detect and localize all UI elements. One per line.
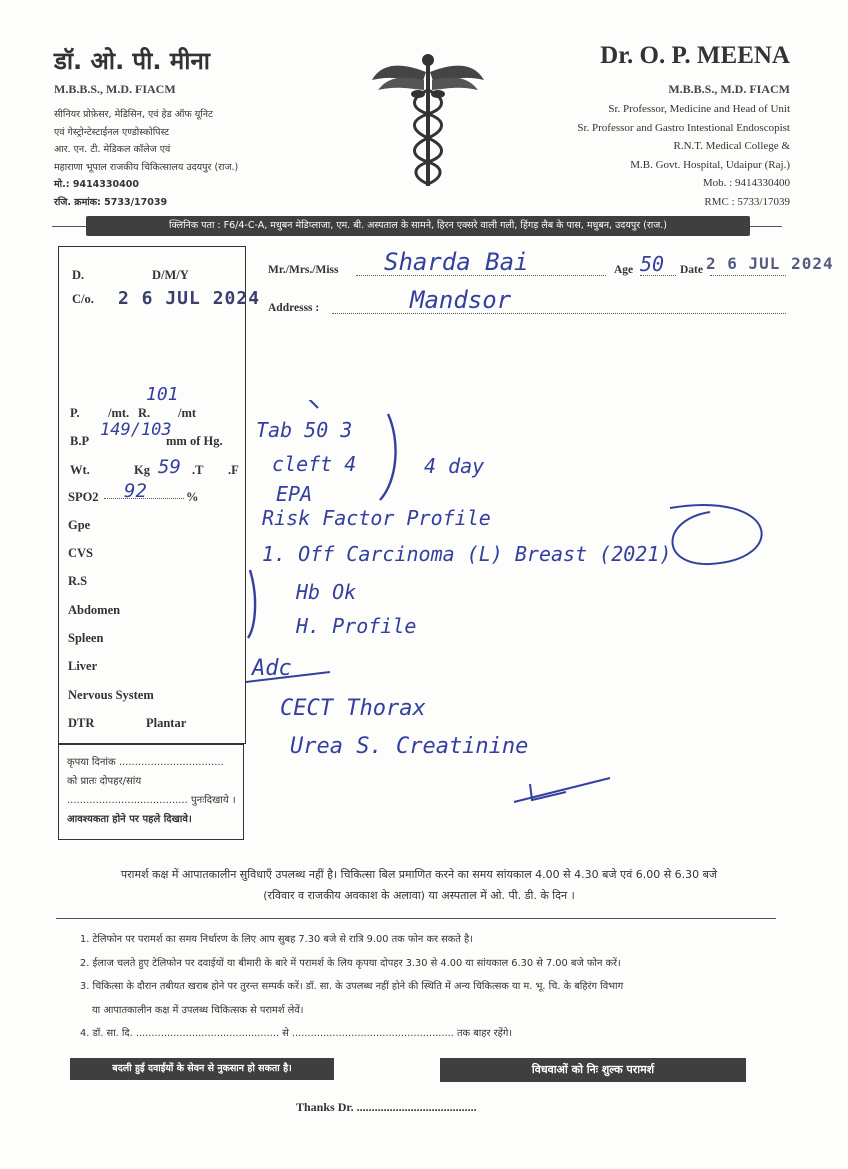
system-nervous: Nervous System — [68, 688, 154, 702]
date-dots — [710, 275, 786, 276]
wt-value: 59 — [158, 456, 181, 478]
rx-line: Hb Ok — [296, 580, 357, 604]
notice-rule — [56, 918, 776, 919]
address-label: Addresss : — [268, 302, 320, 314]
english-credentials — [577, 100, 790, 211]
english-line: M.B. Govt. Hospital, Udaipur (Raj.) — [630, 158, 790, 171]
hindi-line: रजि. क्रमांक: 5733/17039 — [54, 196, 168, 208]
hindi-line: मो.: 9414330400 — [54, 179, 139, 190]
address-value: Mandsor — [410, 286, 512, 314]
patient-name-label: Mr./Mrs./Miss — [268, 264, 339, 276]
age-label: Age — [614, 264, 634, 276]
f-label: .F — [228, 463, 239, 477]
p-unit: /mt. — [108, 406, 130, 420]
emergency-line: परामर्श कक्ष में आपातकालीन सुविधाएँ उपलब्ध नहीं है। चिकित्सा बिल प्रमाणित करने का समय सांयकाल 4.00 से 4.30 बजे एवं 6.00 से 6.30 बजे — [120, 868, 718, 881]
followup-line: आवश्यकता होने पर पहले दिखावे। — [67, 814, 192, 825]
instruction-item: 2. ईलाज चलते हुए टेलिफोन पर दवाईयों या बीमारी के बारे में परामर्श के लिय कृपया दोपहर 3.30 से 4.00 या सांयकाल 6.30 से 7.00 बजे फोन करें। — [80, 957, 621, 969]
hindi-line: आर. एन. टी. मेडिकल कॉलेज एवं — [54, 144, 171, 155]
system-cvs: CVS — [68, 546, 94, 560]
followup-line: ...................................... पुनःदिखाये । — [67, 795, 236, 806]
spo2-label: SPO2 — [68, 490, 99, 504]
bp-value: 149/103 — [100, 420, 172, 440]
instruction-item: 1. टेलिफोन पर परामर्श का समय निर्धारण के लिए आप सुबह 7.30 बजे से रात्रि 9.00 तक फोन कर सकते है। — [80, 934, 473, 945]
date-stamp-left: 2 6 JUL 2024 — [118, 288, 261, 309]
bp-label: B.P — [70, 434, 90, 448]
system-abdomen: Abdomen — [68, 603, 121, 617]
degree-left: M.B.B.S., M.D. FIACM — [54, 82, 176, 96]
handwriting-strokes — [240, 400, 800, 810]
thanks-line: Thanks Dr. ........................................ — [296, 1100, 477, 1114]
hindi-line: सीनियर प्रोफ़ेसर, मेडिसिन, एवं हेड ऑफ यूनिट — [54, 109, 213, 120]
english-line: R.N.T. Medical College & — [673, 140, 790, 152]
p-label: P. — [70, 406, 80, 420]
wt-unit: Kg — [134, 463, 150, 477]
spo2-value: 92 — [124, 480, 147, 502]
instruction-item: 3. चिकित्सा के दौरान तबीयत खराब होने पर तुरन्त सम्पर्क करें। डॉ. सा. के उपलब्ध नहीं होने की स्थिति में अन्य चिकित्सक या म. भू. चि. के बहिरंग विभाग — [80, 981, 624, 992]
system-liver: Liver — [68, 659, 98, 673]
dtr-label: DTR — [68, 716, 95, 730]
t-label: .T — [192, 463, 204, 477]
rx-line: H. Profile — [296, 614, 417, 638]
hindi-line: महाराणा भूपाल राजकीय चिकित्सालय उदयपुर (राज.) — [54, 161, 239, 173]
clinic-address-bar: क्लिनिक पता : F6/4-C-A, मधुबन मेडिप्लाजा, एम. बी. अस्पताल के सामने, हिरन एक्सरे वाली गली, हिंगड़ लैब के पास, मधुबन, उदयपुर (राज.) — [86, 216, 750, 236]
plantar-label: Plantar — [146, 716, 187, 730]
warning-badge: बदली हुई दवाईयों के सेवन से नुकसान हो सकता है। — [70, 1058, 334, 1080]
hindi-credentials — [54, 106, 238, 211]
system-spleen: Spleen — [68, 631, 104, 645]
english-line: Sr. Professor and Gastro Intestional Endoscopist — [577, 121, 790, 134]
rx-line: 1. Off Carcinoma (L) Breast (2021) — [262, 542, 672, 566]
address-dots — [332, 313, 786, 314]
instructions-list — [80, 928, 790, 1046]
english-line: RMC : 5733/17039 — [704, 195, 790, 208]
widow-consult-badge: विधवाओं को निः शुल्क परामर्श — [440, 1058, 746, 1082]
co-label: C/o. — [72, 292, 94, 306]
doctor-name-english: Dr. O. P. MEENA — [600, 42, 790, 69]
d-label: D. — [72, 268, 85, 282]
rx-line: 4 day — [424, 454, 485, 478]
date-stamp-right: 2 6 JUL 2024 — [706, 254, 834, 273]
date-label: Date — [680, 264, 703, 276]
followup-line: कृपया दिनांक ................................. — [67, 757, 224, 768]
system-gpe: Gpe — [68, 518, 91, 532]
followup-box — [58, 744, 244, 840]
bp-unit: mm of Hg. — [166, 434, 223, 448]
english-line: Mob. : 9414330400 — [702, 177, 790, 189]
rx-line: Adc — [252, 656, 292, 681]
wt-label: Wt. — [70, 463, 90, 477]
dmy-label: D/M/Y — [152, 268, 189, 282]
pulse-value: 101 — [146, 384, 179, 405]
degree-right: M.B.B.S., M.D. FIACM — [668, 82, 790, 96]
instruction-item: या आपातकालीन कक्ष में उपलब्ध चिकित्सक से परामर्श लेवें। — [92, 1004, 304, 1016]
doctor-name-hindi: डॉ. ओ. पी. मीना — [54, 47, 210, 75]
system-rs: R.S — [68, 574, 88, 588]
english-line: Sr. Professor, Medicine and Head of Unit — [608, 103, 790, 115]
r-unit: /mt — [178, 406, 197, 420]
rx-line: Tab 50 3 — [256, 418, 353, 442]
rx-line: cleft 4 — [272, 452, 357, 476]
followup-line: को प्रातः दोपहर/सांय — [67, 776, 142, 787]
rx-line: CECT Thorax — [280, 696, 426, 721]
caduceus-logo — [366, 50, 490, 190]
emergency-line: (रविवार व राजकीय अवकाश के अलावा) या अस्पताल में ओ. पी. डी. के दिन । — [263, 889, 575, 902]
instruction-item: 4. डॉ. सा. दि. .............................................. से .................................................... तक बाहर रहेंगे। — [80, 1028, 513, 1039]
age-value: 50 — [640, 252, 665, 276]
hindi-line: एवं गेस्ट्रोन्टेस्टाईनल एण्डोस्कोपिस्ट — [54, 126, 170, 138]
patient-name-value: Sharda Bai — [384, 248, 529, 276]
rx-line: EPA — [276, 482, 313, 506]
rx-line: Urea S. Creatinine — [290, 734, 529, 759]
rx-line: Risk Factor Profile — [262, 506, 491, 530]
r-label: R. — [138, 406, 151, 420]
emergency-notice — [54, 864, 784, 906]
spo2-unit: % — [186, 490, 199, 504]
